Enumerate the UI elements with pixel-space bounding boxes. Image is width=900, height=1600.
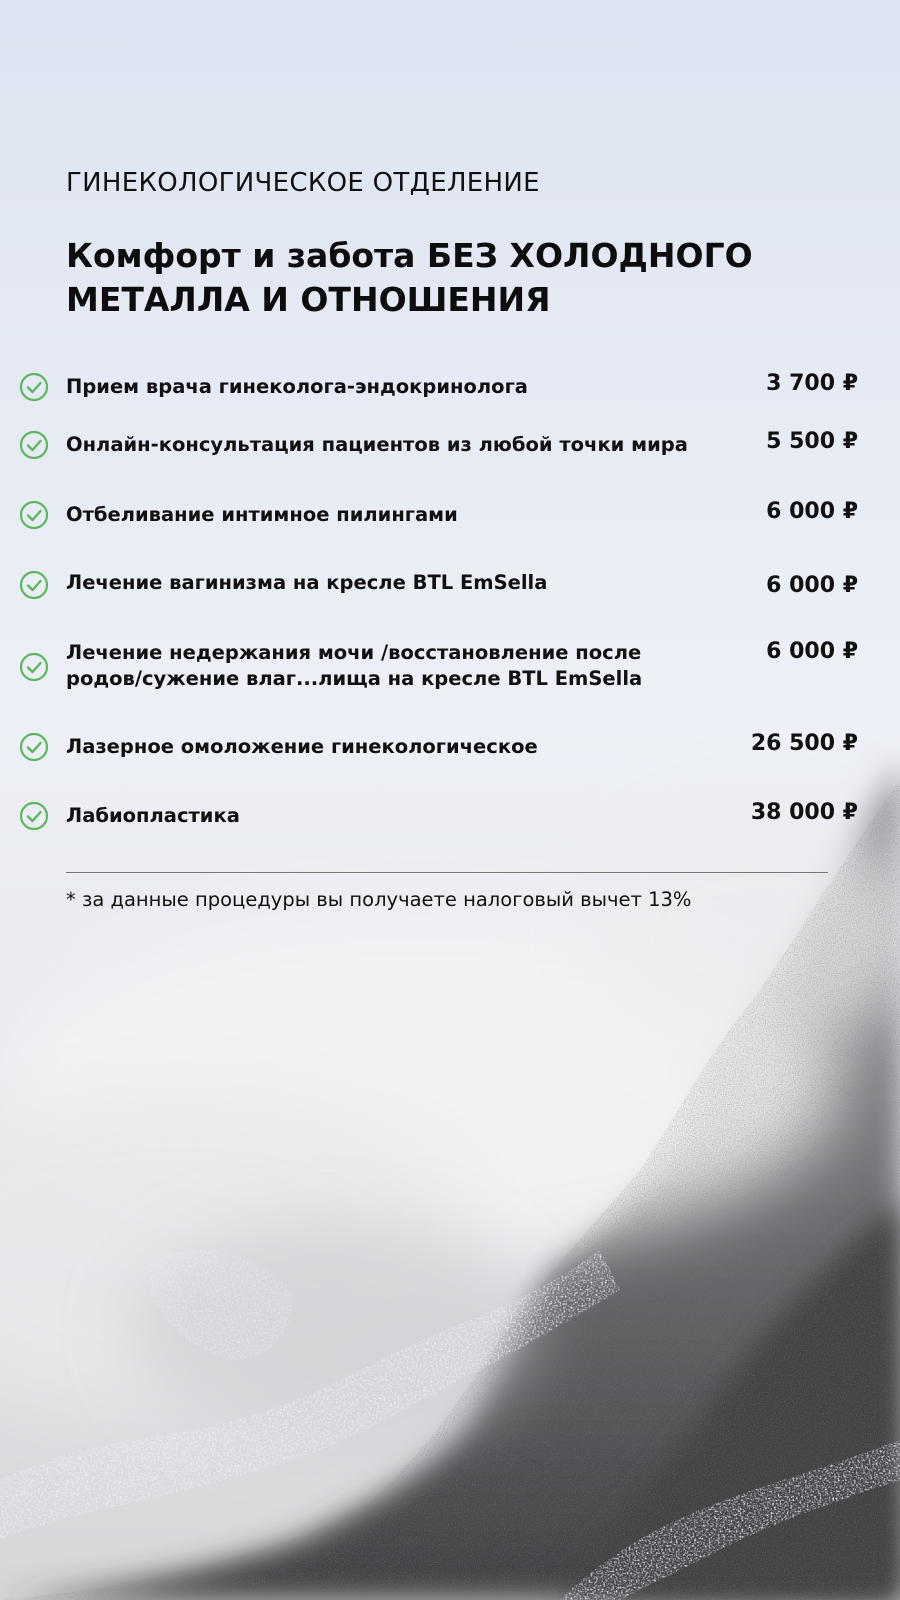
headline-line-1: Комфорт и забота БЕЗ ХОЛОДНОГО (66, 236, 753, 275)
check-circle-icon (19, 570, 49, 600)
department-title: ГИНЕКОЛОГИЧЕСКОЕ ОТДЕЛЕНИЕ (66, 168, 540, 198)
service-name: Лечение вагинизма на кресле BTL EmSella (66, 571, 548, 594)
service-name: Прием врача гинеколога-эндокринолога (66, 375, 528, 398)
check-circle-icon (19, 652, 49, 682)
service-name: Лечение недержания мочи /восстановление после родов/сужение влаг...лища на кресле BTL EmSella (66, 641, 643, 690)
service-price: 3 700 ₽ (766, 371, 858, 396)
divider (66, 872, 828, 873)
check-circle-icon (19, 801, 49, 831)
service-name: Лазерное омоложение гинекологическое (66, 735, 538, 758)
check-circle-icon (19, 732, 49, 762)
service-name: Онлайн-консультация пациентов из любой точки мира (66, 433, 688, 456)
service-price: 5 500 ₽ (766, 429, 858, 454)
check-circle-icon (19, 372, 49, 402)
service-price: 6 000 ₽ (766, 639, 858, 664)
service-price: 6 000 ₽ (766, 499, 858, 524)
check-circle-icon (19, 500, 49, 530)
service-price: 38 000 ₽ (750, 800, 858, 825)
service-name: Отбеливание интимное пилингами (66, 503, 458, 526)
service-price: 26 500 ₽ (750, 731, 858, 756)
headline (66, 234, 826, 322)
tax-deduction-footnote: * за данные процедуры вы получаете налоговый вычет 13% (66, 888, 692, 911)
service-price: 6 000 ₽ (766, 573, 858, 598)
service-name: Лабиопластика (66, 804, 240, 827)
check-circle-icon (19, 430, 49, 460)
headline-line-2: МЕТАЛЛА И ОТНОШЕНИЯ (66, 280, 551, 319)
